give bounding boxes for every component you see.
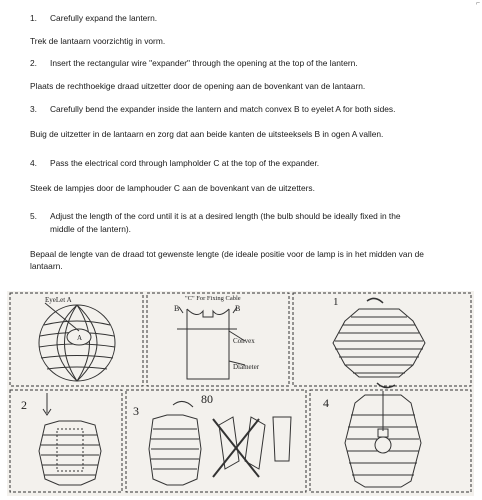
step-5-nl-cont: lantaarn.	[30, 261, 63, 271]
eyelet-a-label: A	[77, 334, 83, 342]
step-4-number: 4	[323, 396, 329, 410]
step-1-number: 1	[333, 296, 339, 308]
assembly-diagram	[7, 291, 474, 496]
bend-expander-figure	[149, 401, 291, 485]
step-3-en: 3. Carefully bend the expander inside the lantern and match convex B to eyelet A for both sides.	[30, 104, 396, 114]
corner-mark: ⌐	[475, 0, 480, 7]
step-2-nl: Plaats de rechthoekige draad uitzetter door de opening aan de bovenkant van de lantaarn.	[30, 81, 366, 91]
step-4-en: 4. Pass the electrical cord through lampholder C at the top of the expander.	[30, 158, 320, 168]
diameter-label: Diameter	[233, 363, 260, 371]
step-1-en: 1. Carefully expand the lantern.	[30, 13, 158, 23]
angle-label: 80	[201, 392, 213, 406]
step-1-nl: Trek de lantaarn voorzichtig in vorm.	[30, 36, 166, 46]
expanding-lantern-figure	[333, 298, 425, 387]
step-3-nl: Buig de uitzetter in de lantaarn en zorg dat aan beide kanten de uitsteeksels B in ogen A vallen.	[30, 129, 384, 139]
convex-label: Convex	[233, 337, 255, 345]
step-3-number: 3	[133, 404, 139, 418]
assembly-diagram-svg	[7, 291, 474, 496]
step-2-en: 2. Insert the rectangular wire "expander" through the opening at the top of the lantern.	[30, 58, 358, 68]
insert-expander-figure	[39, 393, 101, 485]
step-5-nl: Bepaal de lengte van de draad tot gewenste lengte (de ideale positie voor de lamp is in het midden van de	[30, 249, 424, 259]
step-5-en: 5. Adjust the length of the cord until it is at a desired length (the bulb should be ideally fixed in the	[30, 211, 401, 221]
eyelet-label: EyeLet A	[45, 296, 72, 304]
cable-label: "C" For Fixing Cable	[185, 295, 241, 302]
step-2-number: 2	[21, 398, 27, 412]
panel-borders	[10, 293, 471, 492]
lantern-globe-figure	[39, 303, 115, 381]
step-4-nl: Steek de lampjes door de lamphouder C aan de bovenkant van de uitzetters.	[30, 183, 315, 193]
b-right-label: B	[235, 304, 241, 313]
lampholder-figure	[345, 391, 421, 487]
b-left-label: B	[174, 304, 180, 313]
step-5-en-cont: middle of the lantern).	[50, 224, 132, 234]
